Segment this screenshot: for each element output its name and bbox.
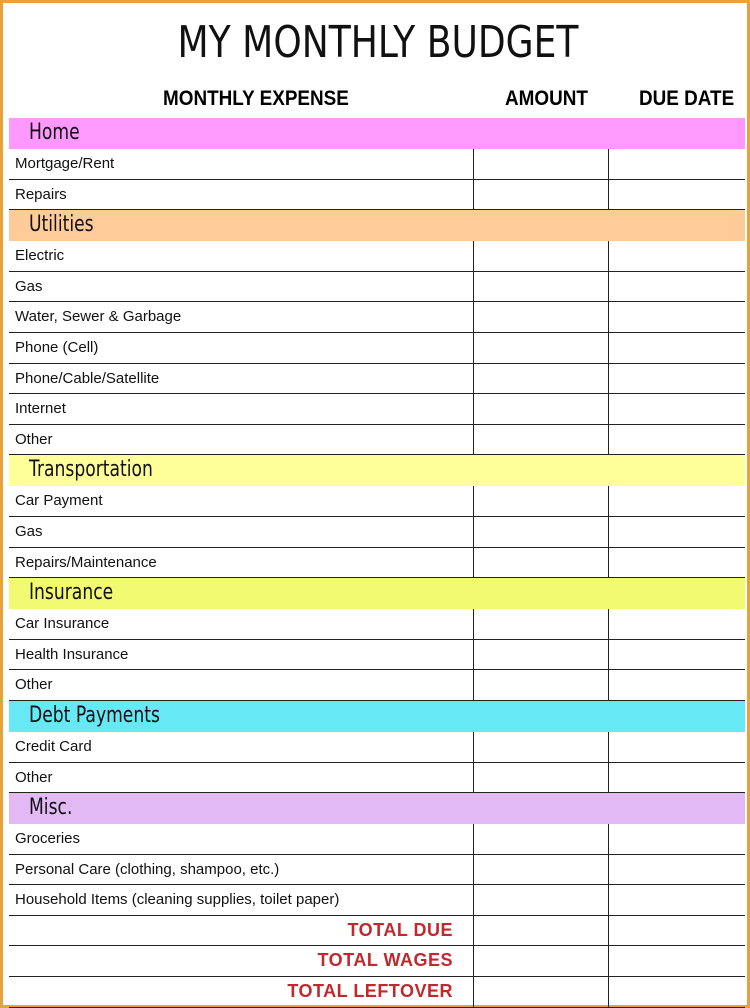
due-date-cell[interactable] [609, 272, 745, 302]
due-date-cell[interactable] [609, 149, 745, 179]
budget-table [9, 118, 745, 1008]
due-date-cell[interactable] [609, 916, 745, 946]
expense-row [9, 670, 745, 701]
due-date-cell[interactable] [609, 640, 745, 670]
expense-label: Other [9, 425, 474, 455]
expense-row [9, 180, 745, 211]
expense-row [9, 609, 745, 640]
category-header [9, 793, 745, 824]
page-title: MY MONTHLY BUDGET [177, 17, 579, 68]
category-title: Transportation [29, 457, 153, 483]
expense-label: Car Payment [9, 486, 474, 516]
category-header [9, 210, 745, 241]
expense-label: Gas [9, 272, 474, 302]
category-title: Misc. [29, 795, 73, 821]
amount-cell[interactable] [474, 333, 609, 363]
amount-cell[interactable] [474, 732, 609, 762]
expense-row [9, 486, 745, 517]
expense-row [9, 885, 745, 916]
amount-cell[interactable] [474, 548, 609, 578]
amount-cell[interactable] [474, 855, 609, 885]
category-title: Utilities [29, 212, 94, 238]
expense-row [9, 732, 745, 763]
category-header [9, 118, 745, 149]
due-date-cell[interactable] [609, 241, 745, 271]
amount-cell[interactable] [474, 486, 609, 516]
expense-row [9, 149, 745, 180]
category-title: Debt Payments [29, 702, 160, 728]
category-header [9, 701, 745, 732]
amount-cell[interactable] [474, 824, 609, 854]
expense-label: Repairs [9, 180, 474, 210]
amount-cell[interactable] [474, 149, 609, 179]
expense-label: Household Items (cleaning supplies, toilet paper) [9, 885, 474, 915]
expense-label: Gas [9, 517, 474, 547]
column-header-expense: MONTHLY EXPENSE [163, 87, 349, 110]
expense-label: Credit Card [9, 732, 474, 762]
total-row [9, 916, 745, 947]
amount-cell[interactable] [474, 425, 609, 455]
amount-cell[interactable] [474, 394, 609, 424]
due-date-cell[interactable] [609, 425, 745, 455]
expense-row [9, 364, 745, 395]
column-header-amount: AMOUNT [505, 87, 588, 110]
due-date-cell[interactable] [609, 517, 745, 547]
expense-label: Car Insurance [9, 609, 474, 639]
total-label: TOTAL DUE [9, 916, 474, 946]
due-date-cell[interactable] [609, 180, 745, 210]
due-date-cell[interactable] [609, 824, 745, 854]
due-date-cell[interactable] [609, 670, 745, 700]
due-date-cell[interactable] [609, 364, 745, 394]
expense-label: Internet [9, 394, 474, 424]
expense-label: Phone (Cell) [9, 333, 474, 363]
column-header-due-date: DUE DATE [639, 87, 735, 110]
due-date-cell[interactable] [609, 609, 745, 639]
amount-cell[interactable] [474, 517, 609, 547]
category-title: Home [29, 120, 80, 145]
expense-row [9, 425, 745, 456]
expense-row [9, 640, 745, 671]
amount-cell[interactable] [474, 364, 609, 394]
amount-cell[interactable] [474, 916, 609, 946]
due-date-cell[interactable] [609, 394, 745, 424]
expense-row [9, 241, 745, 272]
expense-label: Other [9, 670, 474, 700]
due-date-cell[interactable] [609, 946, 745, 976]
expense-label: Repairs/Maintenance [9, 548, 474, 578]
total-label: TOTAL WAGES [9, 946, 474, 976]
expense-row [9, 824, 745, 855]
expense-label: Mortgage/Rent [9, 149, 474, 179]
due-date-cell[interactable] [609, 977, 745, 1007]
due-date-cell[interactable] [609, 855, 745, 885]
amount-cell[interactable] [474, 885, 609, 915]
expense-row [9, 302, 745, 333]
category-header [9, 578, 745, 609]
expense-label: Groceries [9, 824, 474, 854]
due-date-cell[interactable] [609, 732, 745, 762]
category-title: Insurance [29, 580, 114, 606]
expense-label: Health Insurance [9, 640, 474, 670]
amount-cell[interactable] [474, 180, 609, 210]
expense-row [9, 855, 745, 886]
category-header [9, 455, 745, 486]
due-date-cell[interactable] [609, 486, 745, 516]
due-date-cell[interactable] [609, 763, 745, 793]
due-date-cell[interactable] [609, 302, 745, 332]
total-row [9, 977, 745, 1008]
expense-label: Other [9, 763, 474, 793]
amount-cell[interactable] [474, 946, 609, 976]
expense-row [9, 517, 745, 548]
amount-cell[interactable] [474, 241, 609, 271]
due-date-cell[interactable] [609, 333, 745, 363]
expense-label: Water, Sewer & Garbage [9, 302, 474, 332]
due-date-cell[interactable] [609, 548, 745, 578]
expense-row [9, 763, 745, 794]
expense-label: Phone/Cable/Satellite [9, 364, 474, 394]
amount-cell[interactable] [474, 670, 609, 700]
amount-cell[interactable] [474, 640, 609, 670]
expense-label: Personal Care (clothing, shampoo, etc.) [9, 855, 474, 885]
amount-cell[interactable] [474, 272, 609, 302]
total-row [9, 946, 745, 977]
total-label: TOTAL LEFTOVER [9, 977, 474, 1007]
expense-row [9, 333, 745, 364]
amount-cell[interactable] [474, 763, 609, 793]
amount-cell[interactable] [474, 977, 609, 1007]
expense-row [9, 394, 745, 425]
expense-row [9, 272, 745, 303]
expense-label: Electric [9, 241, 474, 271]
expense-row [9, 548, 745, 579]
due-date-cell[interactable] [609, 885, 745, 915]
amount-cell[interactable] [474, 609, 609, 639]
amount-cell[interactable] [474, 302, 609, 332]
